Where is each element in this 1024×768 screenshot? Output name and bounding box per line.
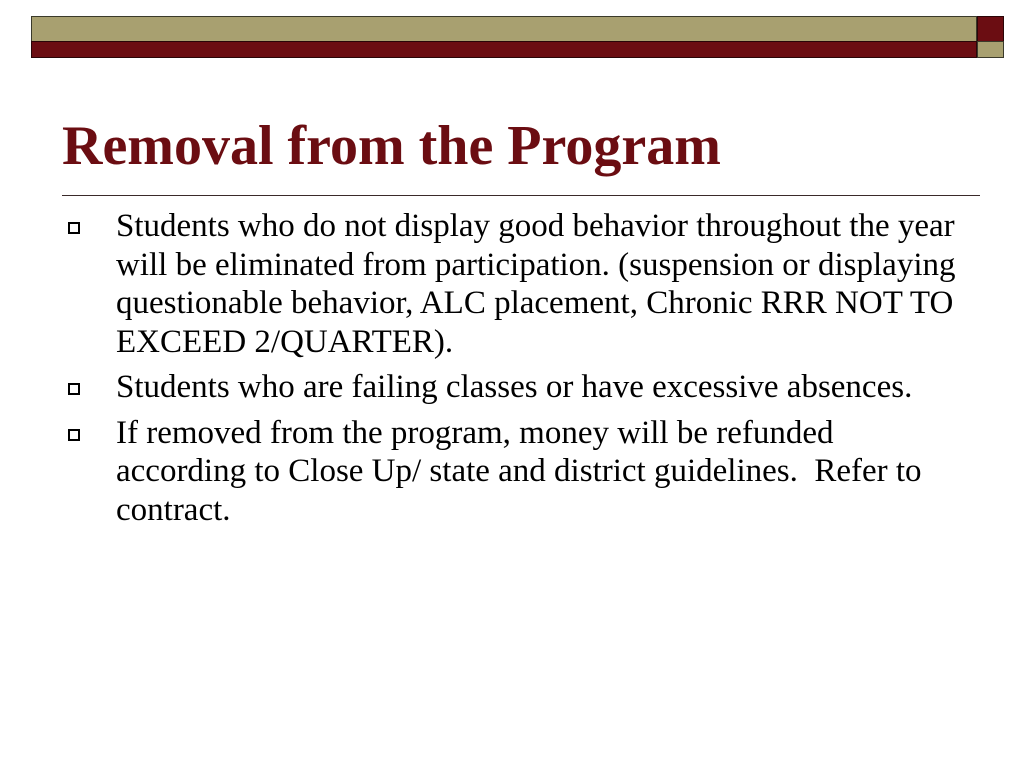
corner-square-olive — [977, 41, 1004, 58]
bullet-text: If removed from the program, money will be refunded according to Close Up/ state and district guidelines. Refer to contract. — [116, 414, 930, 528]
bullet-text: Students who do not display good behavior throughout the year will be eliminated from participation. (suspension or displaying questionable behavior, ALC placement, Chronic RRR NOT TO EXCEED 2/QUARTER). — [116, 208, 964, 360]
corner-square-maroon — [977, 16, 1004, 42]
bullet-list — [62, 207, 962, 536]
hollow-square-icon — [68, 429, 80, 441]
header-bar-olive — [31, 16, 977, 42]
hollow-square-icon — [68, 383, 80, 395]
slide-title: Removal from the Program — [62, 115, 721, 177]
bullet-text: Students who are failing classes or have excessive absences. — [116, 369, 913, 405]
header-bar-maroon — [31, 41, 977, 58]
title-divider — [62, 195, 980, 196]
hollow-square-icon — [68, 222, 80, 234]
bullet-item-refund — [62, 414, 962, 530]
bullet-item-behavior — [62, 207, 962, 361]
bullet-item-failing — [62, 368, 962, 407]
